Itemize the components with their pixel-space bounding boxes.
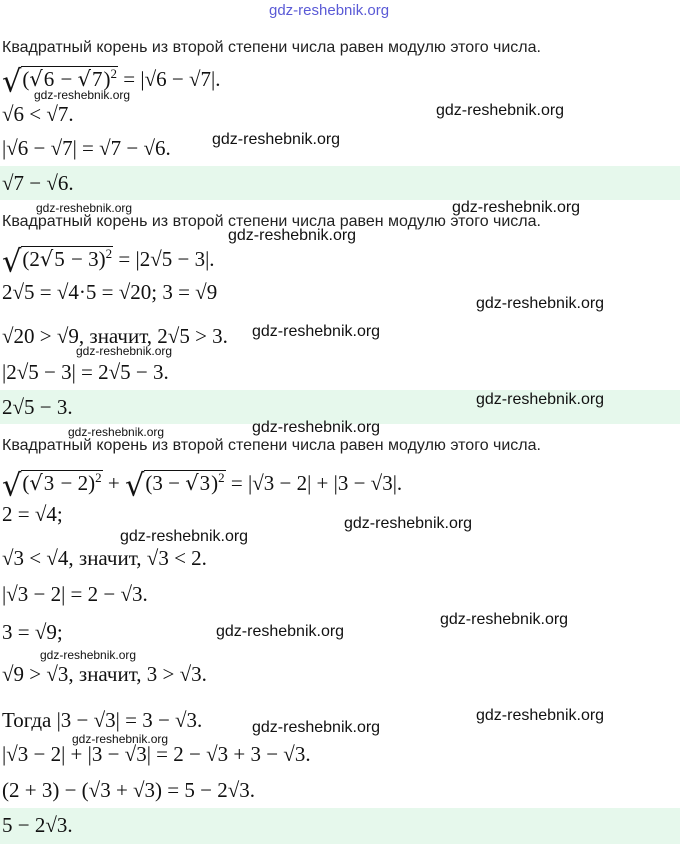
watermark-text: gdz-reshebnik.org: [40, 648, 137, 662]
watermark-text: gdz-reshebnik.org: [476, 707, 605, 724]
rule-text: Квадратный корень из второй степени числа равен модулю этого числа.: [2, 213, 541, 230]
task3-line6: √9 > √3, значит, 3 > √3.: [2, 662, 207, 686]
task1-line3: |√6 − √7| = √7 − √6.: [2, 136, 171, 160]
watermark-text: gdz-reshebnik.org: [436, 102, 565, 119]
watermark-text: gdz-reshebnik.org: [76, 344, 173, 358]
watermark-text: gdz-reshebnik.org: [120, 528, 249, 545]
rule-text: Квадратный корень из второй степени числа равен модулю этого числа.: [2, 437, 541, 454]
task1-answer-box: [0, 166, 680, 200]
watermark-text: gdz-reshebnik.org: [440, 611, 569, 628]
watermark-text: gdz-reshebnik.org: [36, 201, 133, 215]
watermark-text: gdz-reshebnik.org: [72, 732, 169, 746]
task2-line3: √20 > √9, значит, 2√5 > 3.: [2, 324, 228, 348]
site-watermark: gdz-reshebnik.org: [269, 2, 390, 19]
rule-text: Квадратный корень из второй степени числа равен модулю этого числа.: [2, 39, 541, 56]
task3-line4: |√3 − 2| = 2 − √3.: [2, 582, 148, 606]
task3-line1: $√(√3 - 2)^2 + √(3 - √3)^2 = |√3 - 2| + |3 - √3|$.: [2, 468, 403, 504]
task1-line1-rhs: = |√6 − √7|.: [123, 67, 221, 91]
task1-line2: √6 < √7.: [2, 102, 74, 126]
watermark-text: gdz-reshebnik.org: [216, 623, 345, 640]
watermark-text: gdz-reshebnik.org: [344, 515, 473, 532]
watermark-text: gdz-reshebnik.org: [252, 419, 381, 436]
watermark-text: gdz-reshebnik.org: [34, 88, 131, 102]
watermark-text: gdz-reshebnik.org: [476, 391, 605, 408]
task3-line3: √3 < √4, значит, √3 < 2.: [2, 546, 207, 570]
watermark-text: gdz-reshebnik.org: [476, 295, 605, 312]
task3-line2: 2 = √4;: [2, 502, 63, 526]
task2-answer: 2√5 − 3.: [2, 395, 73, 419]
watermark-text: gdz-reshebnik.org: [212, 131, 341, 148]
task3-line8: |√3 − 2| + |3 − √3| = 2 − √3 + 3 − √3.: [2, 742, 311, 766]
watermark-text: gdz-reshebnik.org: [452, 199, 581, 216]
task1-line1: $√(√6 - √7)^2 = |√6 - √7|$.: [2, 64, 221, 100]
watermark-text: gdz-reshebnik.org: [228, 227, 357, 244]
task2-line4: |2√5 − 3| = 2√5 − 3.: [2, 360, 169, 384]
task3-line1-rhs: = |√3 − 2| + |3 − √3|.: [230, 471, 403, 495]
watermark-text: gdz-reshebnik.org: [68, 425, 165, 439]
task3-line7: Тогда |3 − √3| = 3 − √3.: [2, 708, 203, 732]
task1-answer: √7 − √6.: [2, 171, 74, 195]
watermark-text: gdz-reshebnik.org: [252, 719, 381, 736]
task3-answer: 5 − 2√3.: [2, 813, 73, 837]
task2-line1: $√(2√5 - 3)^2 = |2√5 - 3|$.: [2, 244, 215, 280]
task2-line1-rhs: = |2√5 − 3|.: [118, 247, 215, 271]
task3-answer-box: [0, 808, 680, 844]
watermark-text: gdz-reshebnik.org: [252, 323, 381, 340]
task3-line5: 3 = √9;: [2, 620, 63, 644]
task2-line2: 2√5 = √4·5 = √20; 3 = √9: [2, 280, 218, 304]
task3-line9: (2 + 3) − (√3 + √3) = 5 − 2√3.: [2, 778, 256, 802]
